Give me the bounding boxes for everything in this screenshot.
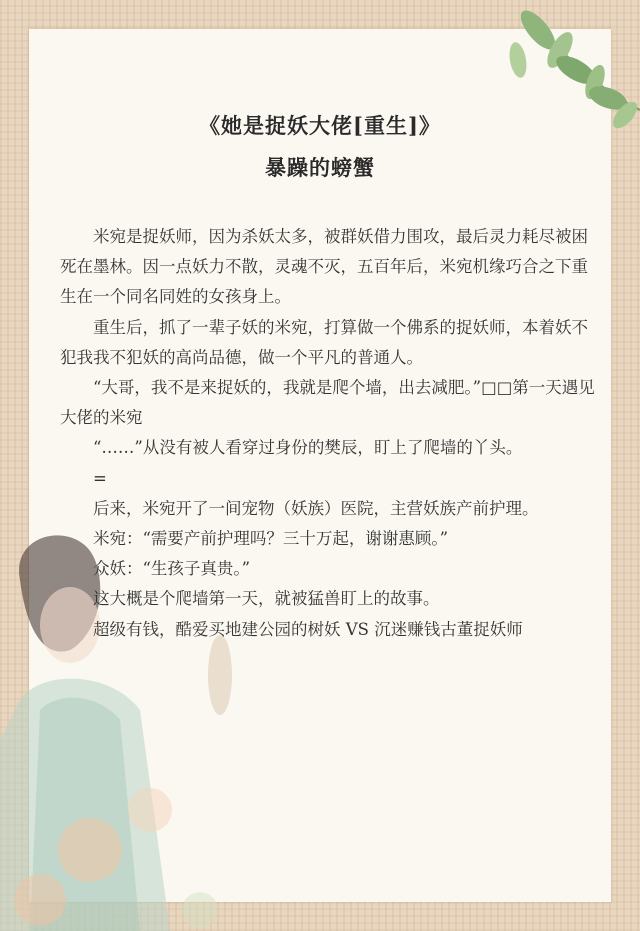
paragraph: 后来，米宛开了一间宠物（妖族）医院，主营妖族产前护理。	[93, 498, 539, 518]
author-name: 暴躁的螃蟹	[265, 155, 375, 180]
paragraph: 重生后，抓了一辈子妖的米宛，打算做一个佛系的捉妖师，本着妖不犯我我不犯妖的高尚品德，做一个平凡的普通人。	[60, 317, 588, 367]
paragraph: 米宛：“需要产前护理吗？三十万起，谢谢惠顾。”	[93, 529, 449, 549]
book-title: 《她是捉妖大佬[重生]》	[199, 113, 441, 138]
paragraph: 众妖：“生孩子真贵。”	[93, 559, 251, 579]
paragraph: 米宛是捉妖师，因为杀妖太多，被群妖借力围攻，最后灵力耗尽被困死在墨林。因一点妖力不散，灵魂不灭，五百年后，米宛机缘巧合之下重生在一个同名同姓的女孩身上。	[60, 227, 588, 307]
paragraph: “……”从没有被人看穿过身份的樊辰，盯上了爬墙的丫头。	[93, 438, 523, 458]
paragraph: =	[93, 468, 107, 488]
paragraph: “大哥，我不是来捉妖的，我就是爬个墙，出去减肥。”□□第一天遇见大佬的米宛	[60, 378, 595, 428]
paragraph: 这大概是个爬墙第一天，就被猛兽盯上的故事。	[93, 589, 440, 609]
paragraph: 超级有钱，酷爱买地建公园的树妖 VS 沉迷赚钱古董捉妖师	[93, 619, 523, 639]
synopsis	[60, 222, 600, 645]
